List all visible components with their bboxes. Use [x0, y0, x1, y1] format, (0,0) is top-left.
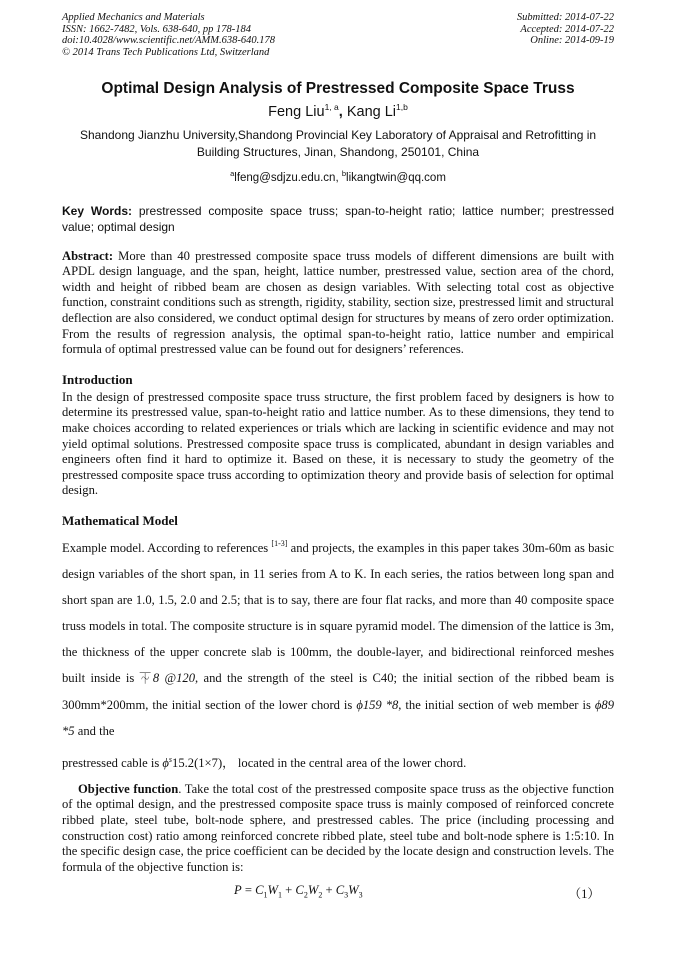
journal-header — [62, 12, 614, 68]
keywords-label: Key Words: — [62, 203, 132, 218]
submitted-date: Submitted: 2014-07-22 — [516, 12, 614, 23]
journal-name: Applied Mechanics and Materials — [62, 12, 205, 23]
email-b: likangtwin@qq.com — [346, 171, 446, 184]
cable-phi-sup: s — [168, 754, 173, 764]
lower-chord-section: ϕ159 *8 — [356, 697, 399, 712]
keywords — [62, 203, 614, 235]
accepted-date: Accepted: 2014-07-22 — [520, 23, 614, 35]
journal-issn: ISSN: 1662-7482, Vols. 638-640, pp 178-184 — [62, 23, 251, 35]
eq-w2: W — [307, 883, 319, 898]
keywords-text: prestressed composite space truss; span-to-height ratio; lattice number; prestressed value; optimal design — [62, 203, 614, 234]
example-model-paragraph — [62, 531, 614, 744]
objective-function-label: Objective function — [78, 781, 179, 796]
section-heading-mathematical-model: Mathematical Model — [62, 512, 178, 528]
section-heading-introduction: Introduction — [62, 371, 133, 387]
author-2-affil: 1,b — [396, 102, 408, 112]
web-member-section: ϕ89 *5 — [62, 697, 614, 738]
email-a: lfeng@sdjzu.edu.cn, — [234, 171, 342, 184]
email-b-mark: b — [341, 168, 347, 178]
equation-number: （1） — [568, 887, 600, 902]
reference-citation: [1-3] — [271, 538, 288, 548]
paper-page — [62, 12, 614, 903]
eq-w3-sub: 3 — [358, 890, 363, 900]
eq-plus-1: + — [282, 883, 296, 898]
paper-title: Optimal Design Analysis of Prestressed Composite Space Truss — [101, 80, 575, 97]
author-separator: , — [338, 103, 347, 120]
objective-function-paragraph — [62, 782, 614, 876]
cable-phi: ϕ — [162, 756, 169, 771]
author-2: Kang Li — [346, 103, 397, 120]
cable-spec: 15.2(1×7) — [172, 756, 223, 771]
journal-info — [62, 12, 275, 58]
journal-doi: doi:10.4028/www.scientific.net/AMM.638-640.178 — [62, 35, 275, 47]
cable-paragraph — [62, 752, 614, 772]
eq-w1-sub: 1 — [278, 890, 283, 900]
eq-w3: W — [348, 883, 359, 898]
example-text-3: , and the strength of the steel is C40; the initial section of the ribbed beam is 300mm*200mm, the initial section of the lower chord is — [62, 670, 615, 712]
abstract-label: Abstract: — [62, 248, 114, 263]
eq-c2: C — [295, 883, 304, 898]
abstract-text: More than 40 prestressed composite space truss models of different dimensions are built with APDL design language, and the span, height, lattice number, prestressed value, section area of the chord, width and height of ribbed beam are chosen as design variables. With selecting total cost as objective function, constraint conditions such as strength, rigidity, stability, section size, prestressed limit and structural deflection are also considered, we conduct optimal design for structures by means of zero order optimization. From the results of regression analysis, the optimal span-to-height ratio, lattice number and empirical formula of optimal prestressed value can be found out for designers’ references. — [62, 248, 614, 357]
author-list — [62, 102, 614, 120]
author-emails — [62, 169, 614, 184]
eq-lhs: P — [234, 883, 242, 898]
cable-text-2: ， located in the central area of the lower chord. — [222, 756, 467, 771]
journal-copyright: © 2014 Trans Tech Publications Ltd, Switzerland — [62, 46, 270, 58]
online-date: Online: 2014-09-19 — [530, 35, 614, 47]
eq-c3: C — [335, 883, 345, 898]
cable-text-1: prestressed cable is — [62, 756, 163, 771]
eq-c2-sub: 2 — [303, 890, 308, 900]
equation-body — [234, 883, 363, 900]
submission-dates — [517, 12, 614, 47]
email-a-mark: a — [230, 168, 235, 178]
rebar-spec: 8 @120 — [152, 670, 196, 685]
author-1-affil: 1, a — [324, 102, 339, 112]
eq-c1: C — [255, 883, 264, 898]
eq-w1: W — [267, 883, 279, 898]
example-text-5: and the — [74, 723, 115, 738]
abstract — [62, 249, 614, 358]
eq-w2-sub: 2 — [318, 890, 323, 900]
equation-1 — [62, 881, 614, 903]
objective-function-text: . Take the total cost of the prestressed composite space truss as the objective function of the optimal design, and the prestressed composite space truss is mainly composed of reinforced concrete ribbed plate, steel tube, bolt-node sphere, and prestressed cables. The price (including processing and construction cost) ratio among reinforced concrete ribbed plate, steel tube and bolt-node sphere is 1:5:10. In the specific design case, the price coefficient can be decided by the locate design and construction levels. The formula of the objective function is: — [62, 781, 615, 874]
example-text-1: Example model. According to references — [62, 540, 272, 555]
eq-equals: = — [241, 883, 256, 898]
rebar-grade-symbol: ⏇ — [139, 671, 153, 685]
author-1: Feng Liu — [268, 103, 325, 120]
example-text-4: , the initial section of web member is — [398, 697, 595, 712]
introduction-paragraph: In the design of prestressed composite space truss structure, the first problem faced by designers is how to determine its prestressed value, span-to-height ratio and lattice number. As to these dimensions, they tend to make choices according to related experiences or trials which are lacking in scientific evidence and may not yield optimal solutions. Prestressed composite space truss is complicated, abundant in design variables and engineers often find it hard to optimize it. Based on these, it is necessary to study the geometry of the prestressed composite space truss according to optimization theory and provide basis of selection for optimal design. — [62, 389, 614, 498]
eq-c1-sub: 1 — [263, 890, 268, 900]
affiliation: Shandong Jianzhu University,Shandong Provincial Key Laboratory of Appraisal and Retrofitting in Building Structures, Jinan, Shandong, 250101, China — [79, 127, 597, 159]
example-text-2: and projects, the examples in this paper takes 30m-60m as basic design variables of the short span, in 11 series from A to K. In each series, the ratios between long span and short span are 1.0, 1.5, 2.0 and 2.5; that is to say, there are four flat racks, and more than 40 composite space truss models in total. The composite structure is in square pyramid model. The dimension of the lattice is 3m, the thickness of the upper concrete slab is 100mm, the double-layer, and bidirectional reinforced meshes built inside is — [62, 540, 614, 685]
eq-c3-sub: 3 — [344, 890, 349, 900]
eq-plus-2: + — [322, 883, 336, 898]
